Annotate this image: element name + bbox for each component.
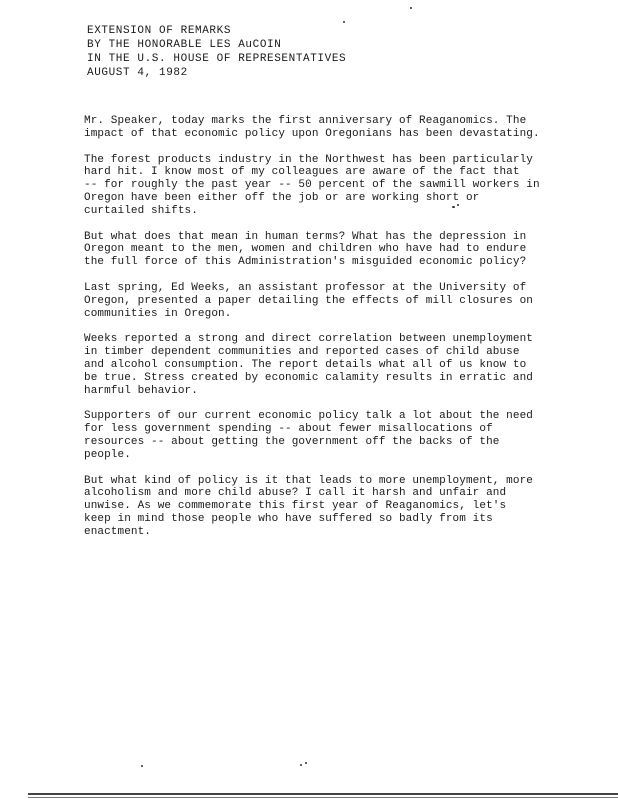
- text-line: Mr. Speaker, today marks the first anniversary of Reaganomics. The: [84, 115, 527, 127]
- header-date: AUGUST 4, 1982: [87, 67, 188, 79]
- text-line: be true. Stress created by economic calamity results in erratic and: [84, 371, 533, 384]
- text-line: communities in Oregon.: [84, 307, 232, 320]
- text-line: Weeks reported a strong and direct correlation between unemployment: [84, 333, 533, 346]
- paragraph-4: [84, 282, 588, 320]
- text-line: the full force of this Administration's misguided economic policy?: [84, 256, 527, 269]
- text-line: in timber dependent communities and reported cases of child abuse: [84, 346, 520, 359]
- text-line: -- for roughly the past year -- 50 percent of the sawmill workers in: [84, 179, 540, 192]
- paragraph-7: [84, 475, 588, 539]
- text-line: alcoholism and more child abuse? I call it harsh and unfair and: [84, 487, 507, 500]
- scan-speck: [141, 765, 143, 767]
- text-line: Last spring, Ed Weeks, an assistant professor at the University of: [84, 281, 527, 294]
- paragraph-2: [84, 154, 588, 218]
- text-line: and alcohol consumption. The report details what all of us know to: [84, 358, 527, 371]
- bottom-edge-line: [28, 793, 618, 795]
- text-line: curtailed shifts.: [84, 204, 198, 217]
- bottom-edge-line: [28, 797, 618, 798]
- text-line: enactment.: [84, 525, 152, 538]
- header-venue: IN THE U.S. HOUSE OF REPRESENTATIVES: [87, 53, 347, 65]
- scan-speck: [300, 764, 302, 766]
- text-line: But what kind of policy is it that leads to more unemployment, more: [84, 474, 533, 487]
- document-body: [84, 115, 588, 552]
- scan-speck: [305, 762, 307, 764]
- text-line: Supporters of our current economic policy talk a lot about the need: [84, 410, 533, 423]
- scan-speck: [452, 206, 455, 208]
- text-line: unwise. As we commemorate this first year of Reaganomics, let's: [84, 500, 507, 513]
- text-line: The forest products industry in the Northwest has been particularly: [84, 153, 533, 166]
- document-header: [87, 24, 587, 80]
- text-line: harmful behavior.: [84, 384, 198, 397]
- paragraph-5: [84, 333, 588, 397]
- header-title: EXTENSION OF REMARKS: [87, 25, 232, 37]
- text-line: keep in mind those people who have suffered so badly from its: [84, 512, 493, 525]
- text-line: Oregon have been either off the job or are working short or: [84, 191, 480, 204]
- text-line: But what does that mean in human terms? What has the depression in: [84, 230, 527, 243]
- scan-speck: [457, 204, 459, 206]
- text-line: Oregon, presented a paper detailing the effects of mill closures on: [84, 294, 533, 307]
- scan-speck: [343, 21, 345, 23]
- paragraph-1: [84, 115, 588, 141]
- text-line: for less government spending -- about fewer misallocations of: [84, 423, 493, 436]
- text-line: Oregon meant to the men, women and children who have had to endure: [84, 243, 527, 256]
- header-author: BY THE HONORABLE LES AuCOIN: [87, 39, 282, 51]
- text-line: people.: [84, 448, 131, 461]
- paragraph-6: [84, 410, 588, 461]
- text-line: hard hit. I know most of my colleagues are aware of the fact that: [84, 166, 520, 179]
- scan-speck: [410, 7, 412, 9]
- text-line: impact of that economic policy upon Oregonians has been devastating.: [84, 127, 540, 140]
- text-line: resources -- about getting the government off the backs of the: [84, 435, 500, 448]
- paragraph-3: [84, 231, 588, 269]
